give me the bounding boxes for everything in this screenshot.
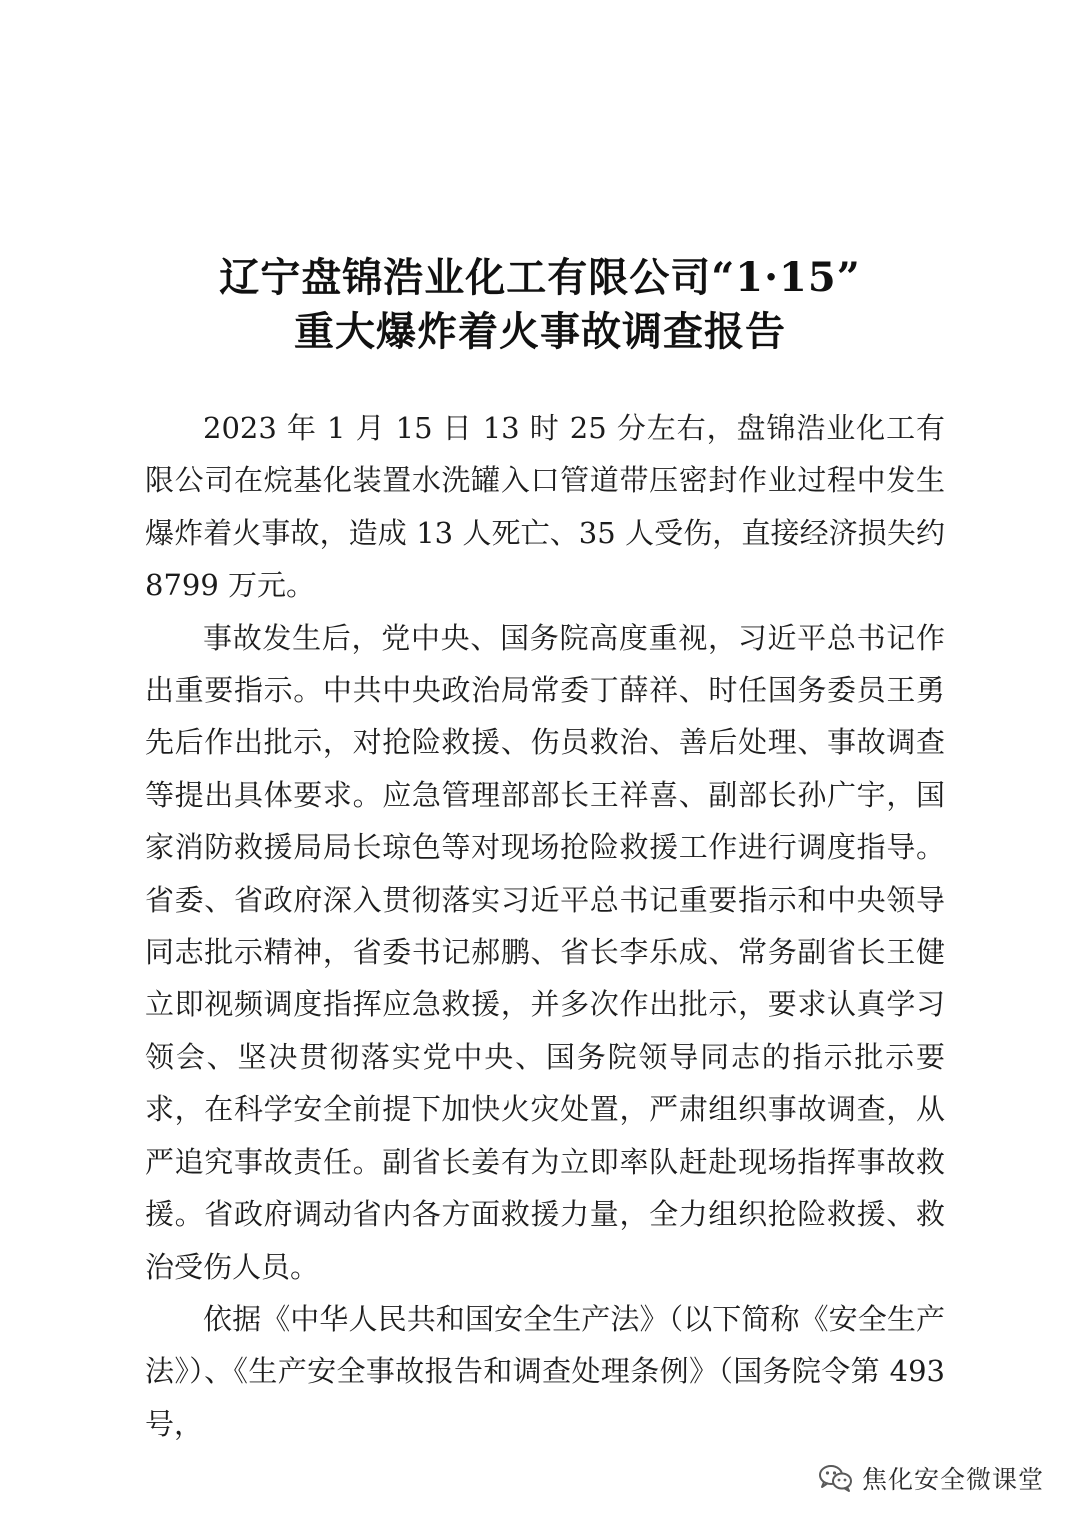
- report-title-line-2: 重大爆炸着火事故调查报告: [294, 308, 786, 355]
- report-body: [145, 402, 945, 1450]
- account-watermark: [818, 1460, 1044, 1496]
- account-name: 焦化安全微课堂: [862, 1465, 1045, 1494]
- paragraph-legal-basis: 依据《中华人民共和国安全生产法》（以下简称《安全生产法》）、《生产安全事故报告和调查处理条例》（国务院令第 493 号，: [145, 1301, 945, 1441]
- wechat-icon: [818, 1463, 854, 1493]
- report-title-line-1: 辽宁盘锦浩业化工有限公司“1·15”: [219, 254, 861, 301]
- paragraph-summary: 2023 年 1 月 15 日 13 时 25 分左右，盘锦浩业化工有限公司在烷基化装置水洗罐入口管道带压密封作业过程中发生爆炸着火事故，造成 13 人死亡、35 人受伤，直接经济损失约 8799 万元。: [145, 411, 945, 603]
- paragraph-response: 事故发生后，党中央、国务院高度重视，习近平总书记作出重要指示。中共中央政治局常委丁薛祥、时任国务委员王勇先后作出批示，对抢险救援、伤员救治、善后处理、事故调查等提出具体要求。应急管理部部长王祥喜、副部长孙广宇，国家消防救援局局长琼色等对现场抢险救援工作进行调度指导。省委、省政府深入贯彻落实习近平总书记重要指示和中央领导同志批示精神，省委书记郝鹏、省长李乐成、常务副省长王健立即视频调度指挥应急救援，并多次作出批示，要求认真学习领会、坚决贯彻落实党中央、国务院领导同志的指示批示要求，在科学安全前提下加快火灾处置，严肃组织事故调查，从严追究事故责任。副省长姜有为立即率队赶赴现场指挥事故救援。省政府调动省内各方面救援力量，全力组织抢险救援、救治受伤人员。: [145, 620, 945, 1284]
